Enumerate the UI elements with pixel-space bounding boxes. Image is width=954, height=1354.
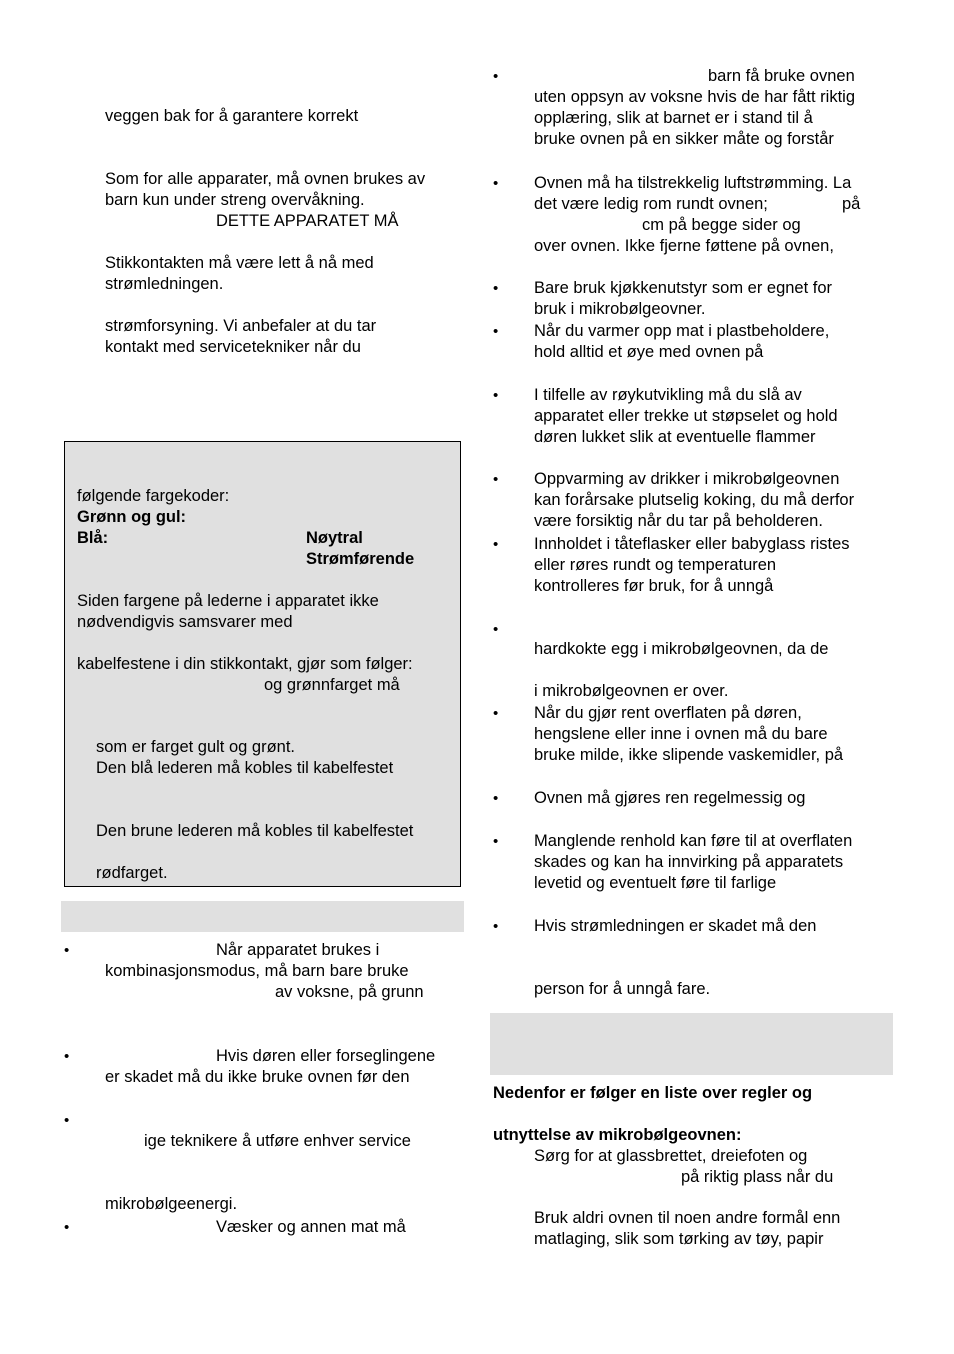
bullet: • — [493, 790, 499, 807]
right-bullet-line: kan forårsake plutselig koking, du må derfor — [534, 491, 855, 509]
section-heading-band — [490, 1013, 893, 1075]
rule-line: Bruk aldri ovnen til noen andre formål enn — [534, 1209, 841, 1227]
rule-line: matlaging, slik som tørking av tøy, papir — [534, 1230, 824, 1248]
right-bullet-line: Manglende renhold kan føre til at overflaten — [534, 832, 853, 850]
bullet: • — [493, 175, 499, 192]
right-bullet-line: Innholdet i tåteflasker eller babyglass ristes — [534, 535, 850, 553]
box-line: og grønnfarget må — [264, 676, 400, 694]
right-bullet-line: opplæring, slik at barnet er i stand til å — [534, 109, 813, 127]
box-line: Den blå lederen må kobles til kabelfestet — [96, 759, 394, 777]
left-intro-line: Som for alle apparater, må ovnen brukes av — [105, 170, 426, 188]
bullet: • — [64, 1112, 70, 1129]
left-intro-line: Stikkontakten må være lett å nå med — [105, 254, 374, 272]
right-bullet-line: skades og kan ha innvirking på apparatets — [534, 853, 844, 871]
right-bullet-line: uten oppsyn av voksne hvis de har fått riktig — [534, 88, 856, 106]
right-bullet-line: over ovnen. Ikke fjerne føttene på ovnen, — [534, 237, 834, 255]
right-bullet-line: i mikrobølgeovnen er over. — [534, 682, 729, 700]
box-line: nødvendigvis samsvarer med — [77, 613, 293, 631]
bullet: • — [493, 323, 499, 340]
left-intro-line: kontakt med servicetekniker når du — [105, 338, 361, 356]
right-bullet-line: Hvis strømledningen er skadet må den — [534, 917, 817, 935]
green-yellow-label: Grønn og gul: — [77, 508, 187, 526]
rules-heading-line: Nedenfor er følger en liste over regler og — [493, 1084, 813, 1102]
right-bullet-line: I tilfelle av røykutvikling må du slå av — [534, 386, 802, 404]
right-bullet-line: det være ledig rom rundt ovnen; — [534, 195, 768, 213]
left-bullet-line: er skadet må du ikke bruke ovnen før den — [105, 1068, 410, 1086]
left-intro-line: barn kun under streng overvåkning. — [105, 191, 365, 209]
bullet: • — [493, 280, 499, 297]
neutral-label: Nøytral — [306, 529, 363, 547]
bullet: • — [64, 1219, 70, 1236]
left-intro-line: DETTE APPARATET MÅ — [216, 212, 399, 230]
bullet: • — [493, 705, 499, 722]
box-line: rødfarget. — [96, 864, 168, 882]
right-bullet-line: være forsiktig når du tar på beholderen. — [534, 512, 823, 530]
left-intro-line: veggen bak for å garantere korrekt — [105, 107, 359, 125]
left-bullet-line: Når apparatet brukes i — [216, 941, 380, 959]
rule-line: Sørg for at glassbrettet, dreiefoten og — [534, 1147, 808, 1165]
left-bullet-line: mikrobølgeenergi. — [105, 1195, 238, 1213]
right-bullet-line: levetid og eventuelt føre til farlige — [534, 874, 777, 892]
bullet: • — [493, 536, 499, 553]
box-line: Den brune lederen må kobles til kabelfestet — [96, 822, 414, 840]
bullet: • — [493, 387, 499, 404]
right-bullet-line: Oppvarming av drikker i mikrobølgeovnen — [534, 470, 840, 488]
right-bullet-line: hengslene eller inne i ovnen må du bare — [534, 725, 828, 743]
box-line: kabelfestene i din stikkontakt, gjør som følger: — [77, 655, 413, 673]
rule-line: på riktig plass når du — [681, 1168, 834, 1186]
section-heading-band — [61, 901, 464, 932]
right-bullet-line: Bare bruk kjøkkenutstyr som er egnet for — [534, 279, 833, 297]
left-bullet-line: kombinasjonsmodus, må barn bare bruke — [105, 962, 409, 980]
right-bullet-line: Ovnen må ha tilstrekkelig luftstrømming. La — [534, 174, 852, 192]
right-bullet-line: døren lukket slik at eventuelle flammer — [534, 428, 816, 446]
bullet: • — [493, 471, 499, 488]
right-bullet-line: bruke ovnen på en sikker måte og forstår — [534, 130, 834, 148]
right-bullet-line: barn få bruke ovnen — [708, 67, 855, 85]
right-bullet-line: bruk i mikrobølgeovner. — [534, 300, 706, 318]
left-intro-line: strømledningen. — [105, 275, 224, 293]
right-bullet-line: kontrolleres før bruk, for å unngå — [534, 577, 774, 595]
right-bullet-line: på — [842, 195, 861, 213]
left-bullet-line: ige teknikere å utføre enhver service — [144, 1132, 411, 1150]
bullet: • — [493, 918, 499, 935]
bullet: • — [64, 1048, 70, 1065]
rules-heading-line: utnyttelse av mikrobølgeovnen: — [493, 1126, 742, 1144]
bullet: • — [64, 942, 70, 959]
right-bullet-line: hardkokte egg i mikrobølgeovnen, da de — [534, 640, 829, 658]
box-line: som er farget gult og grønt. — [96, 738, 296, 756]
left-bullet-line: Væsker og annen mat må — [216, 1218, 406, 1236]
right-bullet-line: eller røres rundt og temperaturen — [534, 556, 777, 574]
right-bullet-line: Når du gjør rent overflaten på døren, — [534, 704, 802, 722]
right-bullet-line: Ovnen må gjøres ren regelmessig og — [534, 789, 806, 807]
left-bullet-line: av voksne, på grunn — [275, 983, 424, 1001]
bullet: • — [493, 621, 499, 638]
box-line: Siden fargene på lederne i apparatet ikke — [77, 592, 379, 610]
left-bullet-line: Hvis døren eller forseglingene — [216, 1047, 436, 1065]
blue-label: Blå: — [77, 529, 109, 547]
right-bullet-line: apparatet eller trekke ut støpselet og hold — [534, 407, 838, 425]
right-bullet-line: bruke milde, ikke slipende vaskemidler, på — [534, 746, 844, 764]
right-bullet-line: person for å unngå fare. — [534, 980, 711, 998]
live-label: Strømførende — [306, 550, 415, 568]
right-bullet-line: cm på begge sider og — [642, 216, 801, 234]
box-line: følgende fargekoder: — [77, 487, 230, 505]
right-bullet-line: hold alltid et øye med ovnen på — [534, 343, 764, 361]
left-intro-line: strømforsyning. Vi anbefaler at du tar — [105, 317, 377, 335]
bullet: • — [493, 833, 499, 850]
right-bullet-line: Når du varmer opp mat i plastbeholdere, — [534, 322, 830, 340]
bullet: • — [493, 68, 499, 85]
